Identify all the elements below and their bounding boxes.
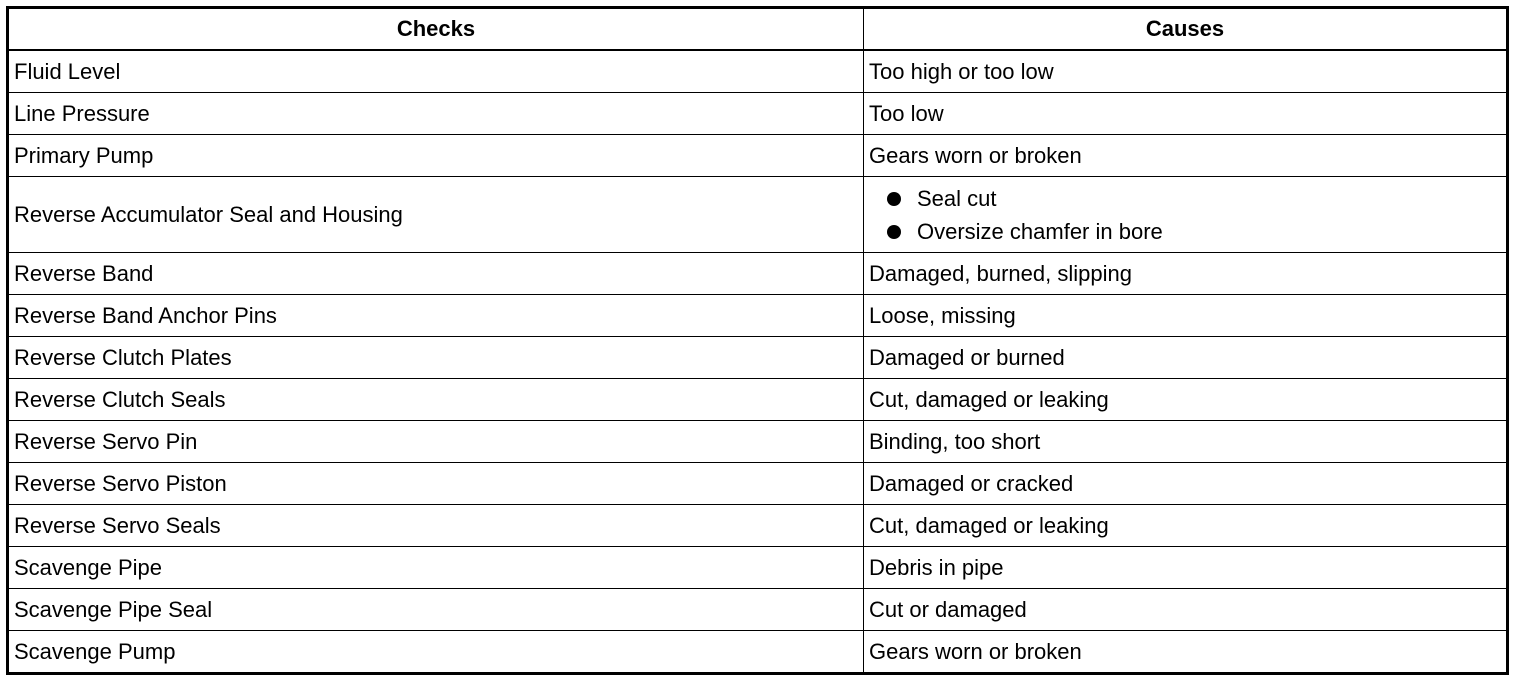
- check-cell: Fluid Level: [8, 50, 864, 93]
- table-row: [8, 463, 1508, 505]
- cause-cell: Cut, damaged or leaking: [864, 379, 1508, 421]
- check-cell: Line Pressure: [8, 93, 864, 135]
- table-row: [8, 135, 1508, 177]
- check-cell: Reverse Servo Seals: [8, 505, 864, 547]
- table-row: [8, 50, 1508, 93]
- cause-cell: Debris in pipe: [864, 547, 1508, 589]
- bullet-icon: [887, 225, 901, 239]
- cause-cell: Binding, too short: [864, 421, 1508, 463]
- bullet-icon: [887, 192, 901, 206]
- check-cell: Reverse Clutch Seals: [8, 379, 864, 421]
- table-row: [8, 631, 1508, 674]
- check-cell: Scavenge Pipe: [8, 547, 864, 589]
- check-cell: Reverse Clutch Plates: [8, 337, 864, 379]
- cause-cell: Gears worn or broken: [864, 631, 1508, 674]
- cause-cell: Gears worn or broken: [864, 135, 1508, 177]
- table-row: [8, 547, 1508, 589]
- table-row: [8, 505, 1508, 547]
- table-row: [8, 589, 1508, 631]
- cause-cell: Damaged or cracked: [864, 463, 1508, 505]
- table-row: [8, 337, 1508, 379]
- check-cell: Scavenge Pipe Seal: [8, 589, 864, 631]
- check-cell: Reverse Band Anchor Pins: [8, 295, 864, 337]
- cause-cell: Damaged or burned: [864, 337, 1508, 379]
- table-row: [8, 93, 1508, 135]
- cause-cell: Cut, damaged or leaking: [864, 505, 1508, 547]
- cause-cell: [864, 177, 1508, 253]
- table-row: [8, 421, 1508, 463]
- cause-bullet-text: Seal cut: [917, 185, 997, 211]
- check-cell: Scavenge Pump: [8, 631, 864, 674]
- check-cell: Primary Pump: [8, 135, 864, 177]
- table-row: [8, 253, 1508, 295]
- cause-bullet-text: Oversize chamfer in bore: [917, 218, 1163, 244]
- cause-bullet-list: [869, 182, 1501, 248]
- list-item: [883, 215, 1501, 248]
- table-row: [8, 295, 1508, 337]
- cause-cell: Loose, missing: [864, 295, 1508, 337]
- cause-cell: Too high or too low: [864, 50, 1508, 93]
- cause-cell: Cut or damaged: [864, 589, 1508, 631]
- check-cell: Reverse Band: [8, 253, 864, 295]
- diagnosis-table: [6, 6, 1509, 675]
- table-header-row: [8, 8, 1508, 51]
- table-row: [8, 379, 1508, 421]
- causes-column-header: Causes: [864, 8, 1508, 51]
- checks-column-header: Checks: [8, 8, 864, 51]
- table-row: [8, 177, 1508, 253]
- list-item: [883, 182, 1501, 215]
- check-cell: Reverse Servo Piston: [8, 463, 864, 505]
- cause-cell: Too low: [864, 93, 1508, 135]
- check-cell: Reverse Servo Pin: [8, 421, 864, 463]
- check-cell: Reverse Accumulator Seal and Housing: [8, 177, 864, 253]
- cause-cell: Damaged, burned, slipping: [864, 253, 1508, 295]
